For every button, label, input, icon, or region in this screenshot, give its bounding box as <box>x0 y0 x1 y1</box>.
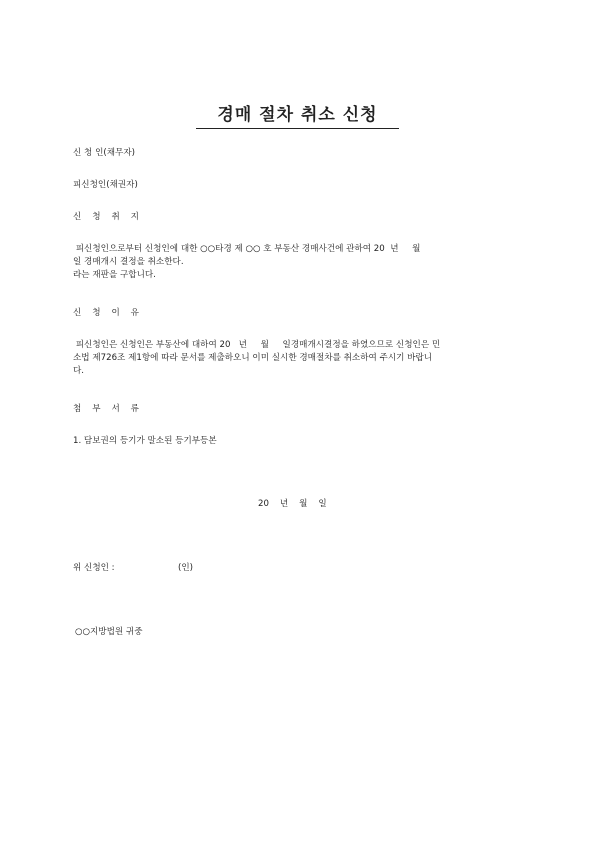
purpose-heading: 신 청 취 지 <box>73 212 139 222</box>
title-underline <box>196 128 399 129</box>
seal-label: (인) <box>178 563 194 573</box>
purpose-paragraph <box>73 243 523 282</box>
reason-line: 피신청인은 신청인은 부동산에 대하여 20 년 월 일경매개시결정을 하였으므로 신청인은 민 <box>73 340 441 350</box>
document-title: 경매 절차 취소 신청 <box>217 105 378 125</box>
purpose-line: 피신청인으로부터 신청인에 대한 ○○타경 제 ○○ 호 부동산 경매사건에 관하여 20 년 월 <box>73 244 421 254</box>
reason-heading: 신 청 이 유 <box>73 308 139 318</box>
purpose-line: 일 경매개시 결정을 취소한다. <box>73 257 184 267</box>
reason-line: 다. <box>73 366 85 376</box>
applicant-label: 신 청 인(채무자) <box>73 148 135 158</box>
reason-paragraph <box>73 339 523 378</box>
signature-label: 위 신청인 : <box>73 563 115 573</box>
purpose-line: 라는 재판을 구합니다. <box>73 270 156 280</box>
date-line: 20 년 월 일 <box>258 499 327 509</box>
attachments-heading: 첨 부 서 류 <box>73 404 139 414</box>
respondent-label: 피신청인(채권자) <box>73 180 138 190</box>
court-addressee: ○○지방법원 귀중 <box>75 627 143 637</box>
reason-line: 소법 제726조 제1항에 따라 문서를 제출하오니 이미 실시한 경매절차를 취소하여 주시기 바랍니 <box>73 353 433 363</box>
attachment-item: 1. 담보권의 등기가 말소된 등기부등본 <box>73 436 217 446</box>
